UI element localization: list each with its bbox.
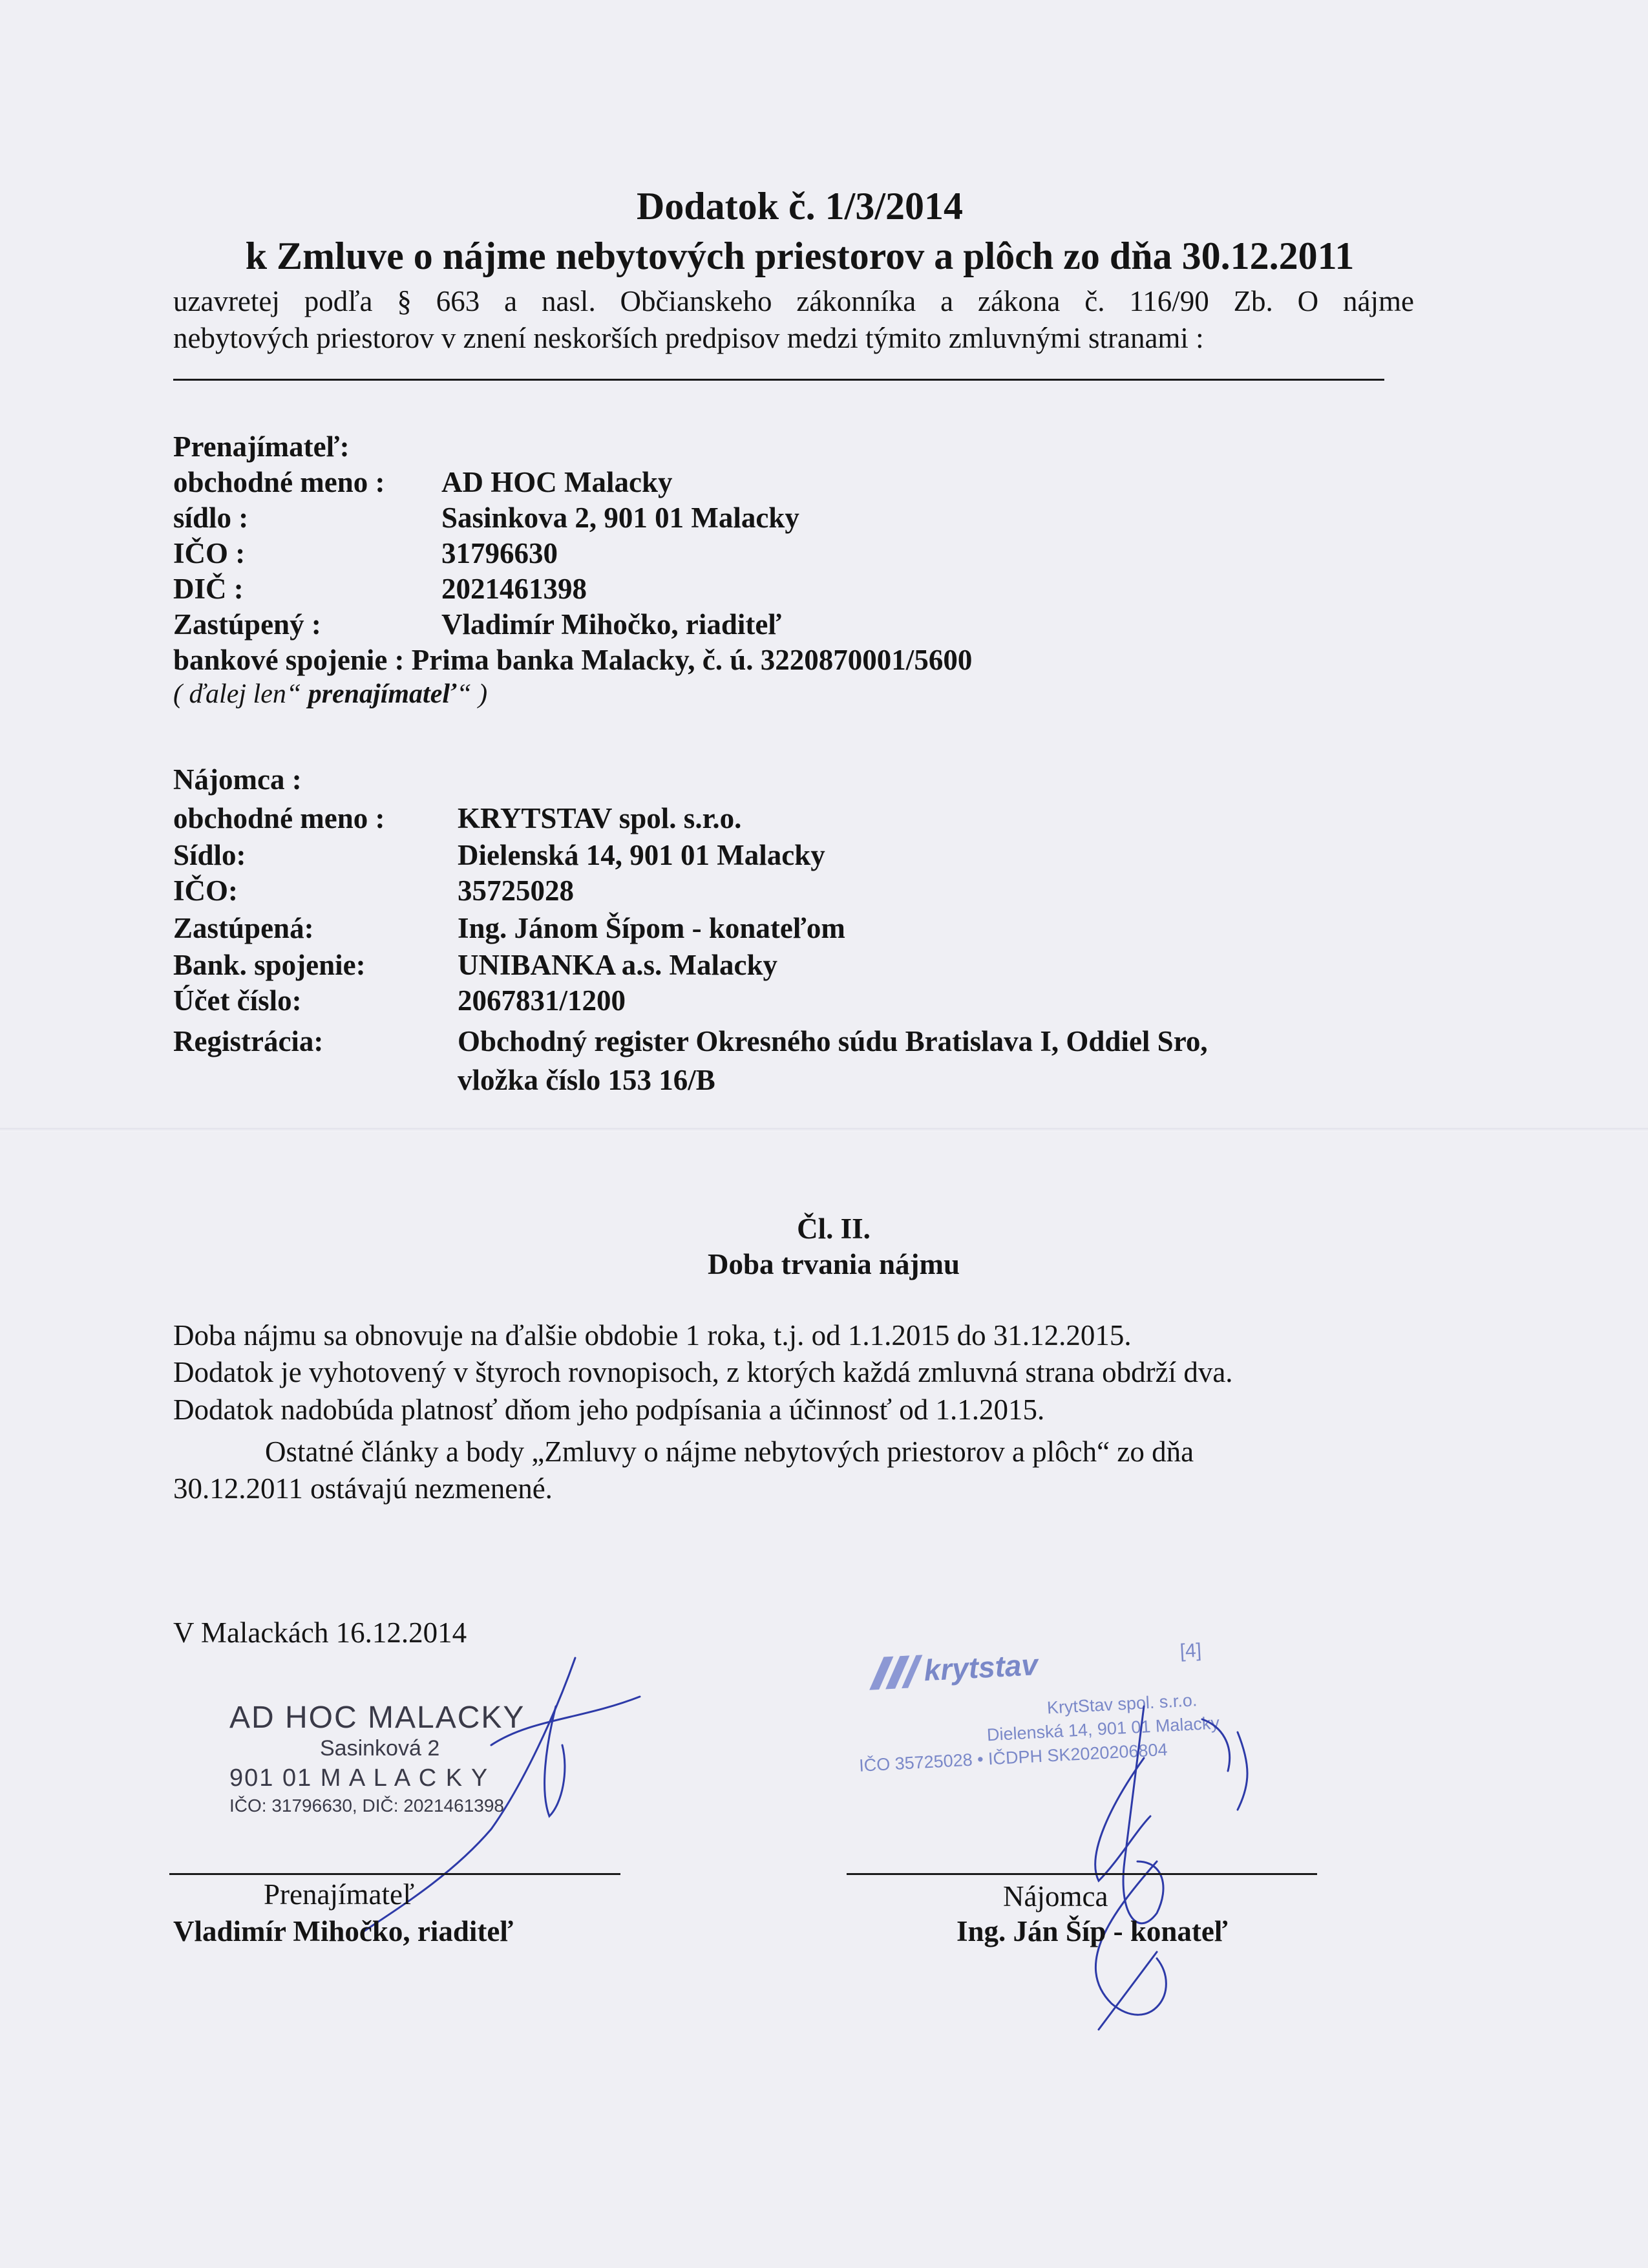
landlord-bank-line: bankové spojenie : Prima banka Malacky, č. ú. 3220870001/5600 bbox=[173, 644, 973, 676]
stamp-left-line-3: 901 01 M A L A C K Y bbox=[229, 1765, 489, 1792]
landlord-role: Prenajímateľ bbox=[264, 1878, 415, 1911]
tenant-label: Zastúpená: bbox=[173, 912, 314, 944]
article-number: Čl. II. bbox=[797, 1213, 871, 1245]
landlord-label: sídlo : bbox=[173, 502, 249, 534]
signature-stroke bbox=[1238, 1732, 1247, 1810]
landlord-label: Zastúpený : bbox=[173, 608, 321, 641]
tenant-heading: Nájomca : bbox=[173, 763, 302, 796]
alias-prefix: ( ďalej len“ bbox=[173, 679, 308, 709]
document-subtitle: k Zmluve o nájme nebytových priestorov a plôch zo dňa 30.12.2011 bbox=[245, 235, 1355, 277]
stamp-right-line-2: Dielenská 14, 901 01 Malacky bbox=[986, 1713, 1220, 1745]
landlord-heading: Prenajímateľ: bbox=[173, 430, 350, 463]
tenant-label: Sídlo: bbox=[173, 839, 246, 871]
article-line: 30.12.2011 ostávajú nezmenené. bbox=[173, 1472, 553, 1505]
landlord-label: IČO : bbox=[173, 537, 246, 569]
document-title: Dodatok č. 1/3/2014 bbox=[636, 185, 964, 228]
tenant-role: Nájomca bbox=[1003, 1880, 1108, 1913]
tenant-registration-line-2: vložka číslo 153 16/B bbox=[458, 1064, 715, 1096]
tenant-label: IČO: bbox=[173, 874, 238, 907]
article-line: Dodatok je vyhotovený v štyroch rovnopisoch, z ktorých každá zmluvná strana obdrží dva. bbox=[173, 1356, 1233, 1388]
stamp-right-line-3: IČO 35725028 • IČDPH SK2020206804 bbox=[858, 1739, 1168, 1775]
stamp-left-line-4: IČO: 31796630, DIČ: 2021461398 bbox=[229, 1796, 504, 1816]
landlord-signature-line bbox=[169, 1873, 620, 1875]
article-line: Doba nájmu sa obnovuje na ďalšie obdobie 1 roka, t.j. od 1.1.2015 do 31.12.2015. bbox=[173, 1319, 1132, 1351]
tenant-label: Bank. spojenie: bbox=[173, 949, 366, 981]
signature-stroke bbox=[1202, 1719, 1230, 1771]
stamp-left-line-2: Sasinková 2 bbox=[320, 1736, 440, 1761]
stamp-right-line-1: KrytStav spol. s.r.o. bbox=[1046, 1690, 1198, 1718]
tenant-value: 2067831/1200 bbox=[458, 984, 626, 1017]
tenant-value: Dielenská 14, 901 01 Malacky bbox=[458, 839, 825, 871]
tenant-value: Ing. Jánom Šípom - konateľom bbox=[458, 912, 845, 944]
tenant-value: UNIBANKA a.s. Malacky bbox=[458, 949, 778, 981]
landlord-value: AD HOC Malacky bbox=[441, 466, 673, 498]
landlord-value: 31796630 bbox=[441, 537, 558, 569]
tenant-label: Účet číslo: bbox=[173, 984, 302, 1017]
intro-line-1: uzavretej podľa § 663 a nasl. Občianskeho zákonníka a zákona č. 116/90 Zb. O nájme bbox=[173, 285, 1414, 317]
landlord-value: Sasinkova 2, 901 01 Malacky bbox=[441, 502, 799, 534]
landlord-label: obchodné meno : bbox=[173, 466, 385, 498]
article-line: Ostatné články a body „Zmluvy o nájme nebytových priestorov a plôch“ zo dňa bbox=[265, 1436, 1194, 1468]
landlord-label: DIČ : bbox=[173, 573, 244, 605]
intro-line-2: nebytových priestorov v znení neskorších predpisov medzi týmito zmluvnými stranami : bbox=[173, 322, 1204, 354]
tenant-label: Registrácia: bbox=[173, 1025, 324, 1057]
stamp-right-number: [4] bbox=[1179, 1639, 1202, 1662]
landlord-signatory-name: Vladimír Mihočko, riaditeľ bbox=[173, 1915, 514, 1947]
signature-stroke bbox=[491, 1697, 640, 1745]
alias-suffix: “ ) bbox=[456, 679, 488, 709]
place-date: V Malackách 16.12.2014 bbox=[173, 1616, 467, 1649]
tenant-value: 35725028 bbox=[458, 874, 574, 907]
landlord-value: Vladimír Mihočko, riaditeľ bbox=[441, 608, 782, 641]
signature-stroke bbox=[1123, 1706, 1163, 1924]
article-title: Doba trvania nájmu bbox=[707, 1248, 960, 1280]
article-line: Dodatok nadobúda platnosť dňom jeho podpísania a účinnosť od 1.1.2015. bbox=[173, 1394, 1045, 1426]
tenant-signatory-name: Ing. Ján Šíp - konateľ bbox=[956, 1915, 1228, 1947]
landlord-value: 2021461398 bbox=[441, 573, 587, 605]
tenant-value: Obchodný register Okresného súdu Bratislava I, Oddiel Sro, bbox=[458, 1025, 1208, 1057]
stamp-left-line-1: AD HOC MALACKY bbox=[229, 1701, 525, 1735]
stamp-right-logo-text: krytstav bbox=[923, 1648, 1039, 1688]
tenant-signature-line bbox=[847, 1873, 1317, 1875]
tenant-value: KRYTSTAV spol. s.r.o. bbox=[458, 802, 742, 834]
alias-name: prenajímateľ bbox=[308, 679, 457, 709]
signature-stroke bbox=[1099, 1952, 1157, 2030]
tenant-label: obchodné meno : bbox=[173, 802, 385, 834]
